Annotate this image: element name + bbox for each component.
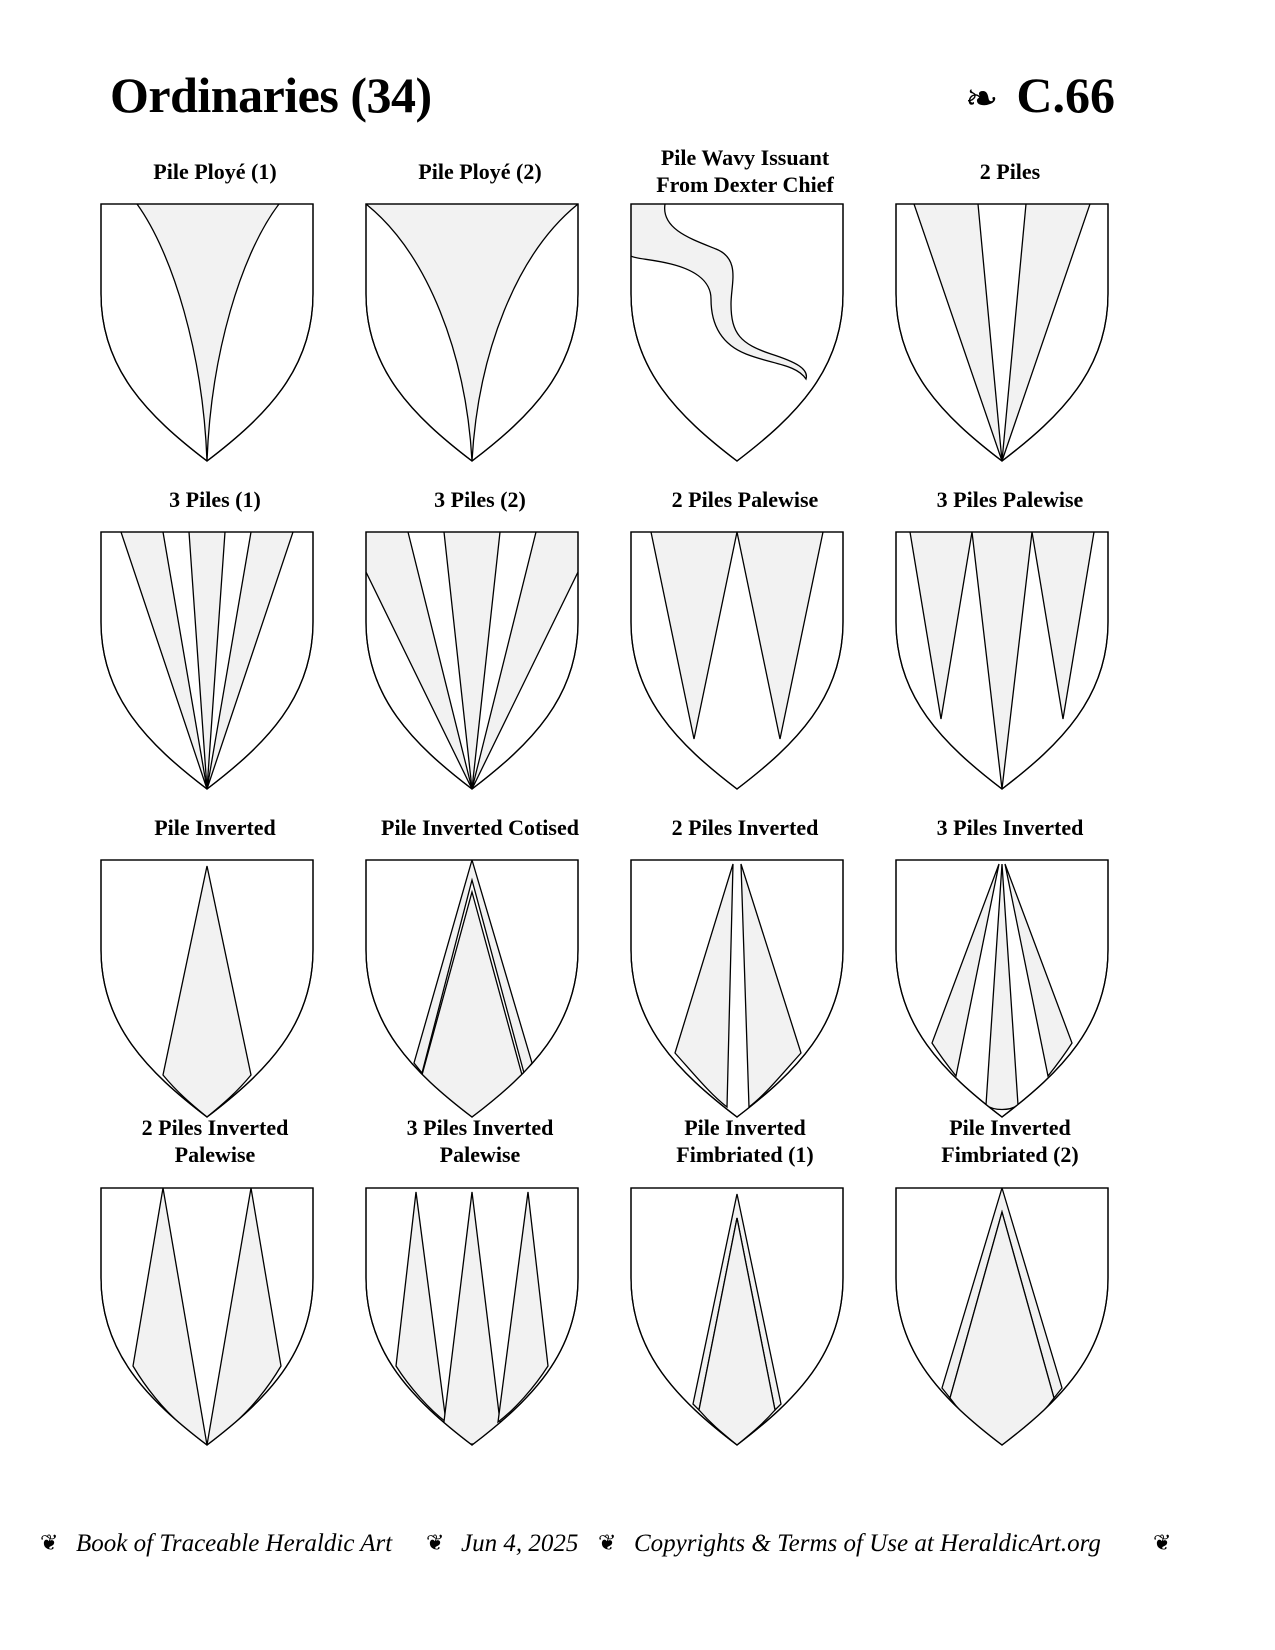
footer-rights: Copyrights & Terms of Use at HeraldicArt.org (634, 1530, 1101, 1557)
shield-label: 3 Piles Inverted Palewise (406, 1115, 554, 1167)
leaf-ornament-icon: ❦ (1153, 1530, 1172, 1555)
shield-label: Pile Inverted Fimbriated (2) (941, 1115, 1079, 1167)
leaf-ornament-icon: ❦ (598, 1530, 617, 1555)
shield-label: 3 Piles (2) (434, 487, 526, 512)
shield-figure (895, 203, 1109, 462)
shield-figure (630, 859, 844, 1118)
shield-label: Pile Inverted Cotised (381, 815, 579, 840)
shield-figure (100, 531, 314, 790)
charge (396, 1192, 548, 1444)
shield-figure (895, 859, 1109, 1118)
shield-figure (895, 531, 1109, 790)
shield-figure (100, 203, 314, 462)
page-code: C.66 (1016, 67, 1115, 123)
shield-figure (365, 1187, 579, 1446)
shield-label: Pile Ployé (1) (153, 159, 277, 184)
shield-label: 2 Piles (979, 159, 1041, 184)
shield-figure (630, 531, 844, 790)
charge (910, 532, 1094, 789)
footer-book-title: Book of Traceable Heraldic Art (76, 1530, 393, 1557)
shield-figure (100, 859, 314, 1118)
shield-label: 2 Piles Inverted (671, 815, 819, 840)
shield-figure (630, 203, 844, 462)
leaf-ornament-icon: ❦ (426, 1530, 445, 1555)
footer (0, 1530, 1275, 1560)
shield-label: 3 Piles Palewise (936, 487, 1084, 512)
shield-label: Pile Inverted Fimbriated (1) (676, 1115, 814, 1167)
shield-figure (365, 203, 579, 462)
shield-label: 3 Piles Inverted (936, 815, 1084, 840)
fleuron-icon: ❧ (964, 76, 999, 121)
shield-figure (630, 1187, 844, 1446)
footer-date: Jun 4, 2025 (461, 1530, 579, 1557)
shield-label: Pile Ployé (2) (418, 159, 542, 184)
shield-label: 2 Piles Palewise (671, 487, 819, 512)
page-id (965, 66, 1115, 124)
shield-figure (365, 531, 579, 790)
shield-label: 2 Piles Inverted Palewise (141, 1115, 289, 1167)
shield-figure (100, 1187, 314, 1446)
shield-figure (365, 859, 579, 1118)
shield-label: Pile Wavy Issuant From Dexter Chief (656, 145, 834, 197)
leaf-ornament-icon: ❦ (40, 1530, 59, 1555)
shield-figure (895, 1187, 1109, 1446)
page-title: Ordinaries (34) (110, 67, 432, 123)
shield-label: 3 Piles (1) (169, 487, 261, 512)
shield-label: Pile Inverted (154, 815, 276, 840)
